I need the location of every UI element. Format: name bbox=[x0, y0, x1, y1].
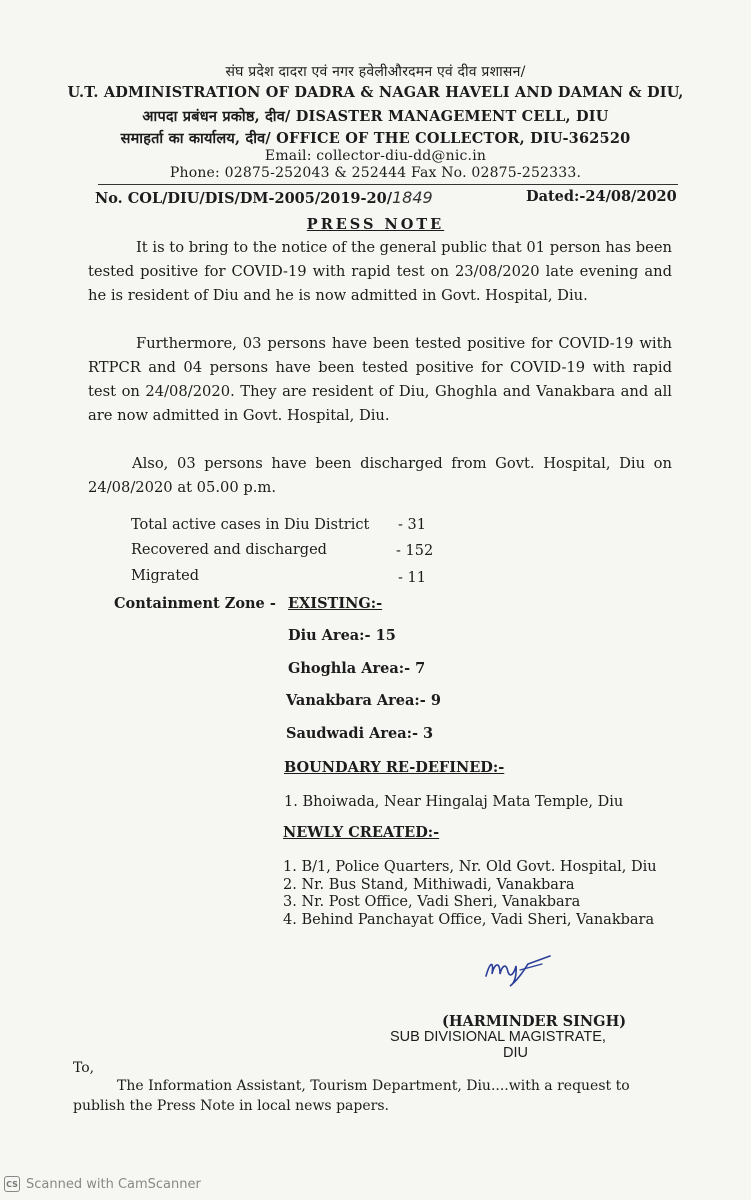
camscanner-watermark: Scanned with CamScanner bbox=[26, 1177, 201, 1192]
signatory-place: DIU bbox=[503, 1045, 528, 1061]
header-email: Email: collector-diu-dd@nic.in bbox=[264, 148, 487, 164]
paragraph-1: It is to bring to the notice of the general public that 01 person has been tested positive for COVID-19 with rapid test on 23/08/2020 late evening and he is resident of Diu and he is now admitted in Govt. Hospital, Diu. bbox=[88, 239, 672, 304]
containment-zone-label: Containment Zone - bbox=[114, 595, 276, 612]
header-collector-office: समाहर्ता का कार्यालय, दीव/ OFFICE OF THE COLLECTOR, DIU-362520 bbox=[120, 130, 631, 147]
footer-line-1: The Information Assistant, Tourism Department, Diu....with a request to bbox=[117, 1078, 630, 1094]
reference-number-text: No. COL/DIU/DIS/DM-2005/2019-20/ bbox=[95, 190, 392, 207]
stat-label-recovered: Recovered and discharged bbox=[131, 542, 327, 558]
reference-number bbox=[95, 188, 433, 207]
newly-item-3: 3. Nr. Post Office, Vadi Sheri, Vanakbara bbox=[283, 894, 581, 910]
stat-label-migrated: Migrated bbox=[131, 568, 200, 584]
press-note-title bbox=[0, 216, 751, 233]
newly-item-4: 4. Behind Panchayat Office, Vadi Sheri, Vanakbara bbox=[283, 912, 655, 928]
header-divider bbox=[98, 184, 678, 185]
area-ghoghla: Ghoghla Area:- 7 bbox=[288, 660, 426, 677]
area-vanakbara: Vanakbara Area:- 9 bbox=[286, 692, 441, 709]
stat-label-active: Total active cases in Diu District bbox=[131, 517, 370, 533]
area-diu: Diu Area:- 15 bbox=[288, 627, 396, 644]
camscanner-badge: CS bbox=[4, 1176, 20, 1192]
stat-value-active: - 31 bbox=[398, 517, 426, 533]
stat-value-migrated: - 11 bbox=[398, 570, 426, 586]
header-disaster-cell: आपदा प्रबंधन प्रकोष्ठ, दीव/ DISASTER MANAGEMENT CELL, DIU bbox=[142, 108, 609, 125]
paragraph-2: Furthermore, 03 persons have been tested positive for COVID-19 with RTPCR and 04 persons have been tested positive for COVID-19 with rapid test on 24/08/2020. They are resident of Diu, Ghoghla and Vanakbara and all are now admitted in Govt. Hospital, Diu. bbox=[88, 335, 672, 424]
signatory-designation: SUB DIVISIONAL MAGISTRATE, bbox=[390, 1029, 606, 1045]
newly-item-2: 2. Nr. Bus Stand, Mithiwadi, Vanakbara bbox=[283, 877, 575, 893]
press-note-title-text: PRESS NOTE bbox=[306, 216, 445, 233]
area-saudwadi: Saudwadi Area:- 3 bbox=[286, 725, 434, 742]
footer-line-2: publish the Press Note in local news papers. bbox=[73, 1098, 389, 1114]
stat-value-recovered: - 152 bbox=[396, 543, 434, 559]
header-phone: Phone: 02875-252043 & 252444 Fax No. 02875-252333. bbox=[169, 165, 582, 181]
newly-item-1: 1. B/1, Police Quarters, Nr. Old Govt. Hospital, Diu bbox=[283, 859, 657, 875]
header-administration: U.T. ADMINISTRATION OF DADRA & NAGAR HAVELI AND DAMAN & DIU, bbox=[67, 84, 684, 101]
signatory-name: (HARMINDER SINGH) bbox=[442, 1013, 627, 1030]
boundary-item-1: 1. Bhoiwada, Near Hingalaj Mata Temple, Diu bbox=[284, 794, 624, 810]
handwritten-number: 1849 bbox=[392, 188, 433, 207]
boundary-heading: BOUNDARY RE-DEFINED:- bbox=[284, 759, 505, 776]
signature-scribble bbox=[480, 948, 560, 988]
paragraph-3: Also, 03 persons have been discharged from Govt. Hospital, Diu on 24/08/2020 at 05.00 p.m. bbox=[88, 455, 672, 496]
footer-to: To, bbox=[73, 1060, 95, 1076]
reference-date: Dated:-24/08/2020 bbox=[526, 188, 677, 205]
existing-heading: EXISTING:- bbox=[288, 595, 383, 612]
header-hindi-line: संघ प्रदेश दादरा एवं नगर हवेलीऔरदमन एवं दीव प्रशासन/ bbox=[225, 64, 526, 80]
newly-created-heading: NEWLY CREATED:- bbox=[283, 824, 440, 841]
